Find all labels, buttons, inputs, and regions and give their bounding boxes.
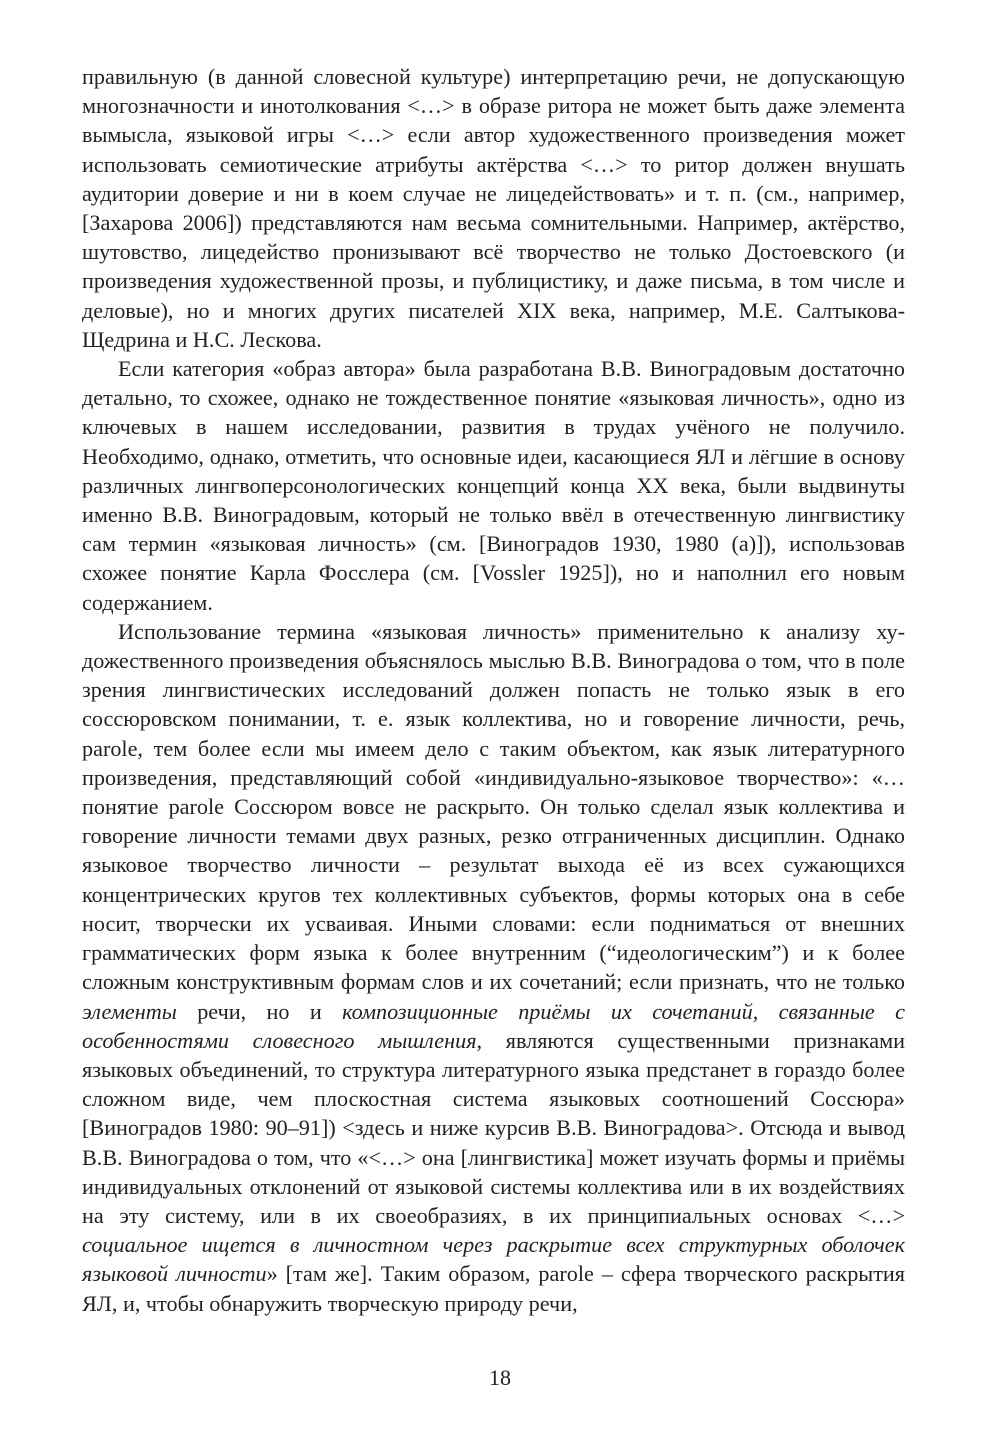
- italic-emphasis-compositional: композиционные приёмы их сочетаний, связанные с особенностями словесного мышления: [82, 998, 905, 1053]
- paragraph-3: [82, 617, 905, 1318]
- paragraph-3-text-1: Использование термина «языковая личность» применительно к анализу художественного произведения объяснялось мыслью В.В. Виноградова о том, что в поле зрения лингвистических исследований должен попасть не только язык в его соссюровском понимании, т. е. язык коллектива, но и говорение личности, речь, parole, тем более если мы имеем дело с таким объектом, как язык литературного произведения, представляющий собой «индивидуально-языковое творчество»: «…понятие parole Соссюром вовсе не раскрыто. Он только сделал язык коллектива и говорение личности темами двух разных, резко отграниченных дисциплин. Однако языковое творчество личности – результат выхода её из всех сужающихся концентрических кругов тех коллективных субъектов, формы которых она в себе носит, творчески их усваивая. Иными словами: если подниматься от внешних грамматических форм языка к более внутренним (“идеологическим”) и к более сложным конструктивным формам слов и их сочетаний; если признать, что не только: [82, 618, 905, 995]
- paragraph-3-text-2: речи, но и: [176, 998, 343, 1024]
- paragraph-3-text-3: , являются существенными признаками языковых объединений, то структура литературного языка предстанет в гораздо более сложном виде, чем плоскостная система языковых соотношений Соссюра» [Виноградов 1980: 90–91]) <здесь и ниже курсив В.В. Виноградова>. Отсюда и вывод В.В. Виноградова о том, что «<…> она [лингвистика] может изучать формы и приёмы индивидуальных отклонений от языковой системы коллектива или в их воздействиях на эту систему, или в их своеобразиях, в их принципиальных основах <…>: [82, 1027, 905, 1228]
- italic-emphasis-social: социальное ищется в личностном через раскрытие всех структурных оболочек языковой личности: [82, 1232, 905, 1287]
- page-body: [82, 62, 905, 1318]
- paragraph-3-text-4: » [там же]. Таким образом, parole – сфера творческого раскрытия ЯЛ, и, чтобы обнаружить творческую природу речи,: [82, 1261, 905, 1316]
- paragraph-1: правильную (в данной словесной культуре) интерпретацию речи, не допускающую многозначности и инотолкования <…> в образе ритора не может быть даже элемента вымысла, языковой игры <…> если автор художественного произведения может использовать семиотические атрибуты актёрства <…> то ритор должен внушать аудитории доверие и ни в коем случае не лицедействовать» и т. п. (см., например, [Захарова 2006]) представляются нам весьма сомнительными. Например, актёрство, шутовство, лицедейство пронизывают всё творчество не только Достоевского (и произведения художественной прозы, и публицистику, и даже письма, в том числе и деловые), но и многих других писателей XIX века, например, М.Е. Салтыкова-Щедрина и Н.С. Лескова.: [82, 64, 905, 352]
- italic-emphasis-elements: элементы: [82, 998, 177, 1024]
- page-number: 18: [489, 1365, 511, 1390]
- paragraph-2: Если категория «образ автора» была разработана В.В. Виноградовым достаточно детально, то схожее, однако не тождественное понятие «языковая личность», одно из ключевых в нашем исследовании, развития в трудах учёного не получило. Необходимо, однако, отметить, что основные идеи, касающиеся ЯЛ и лёгшие в основу различных лингвоперсонологических концепций конца XX века, были выдвинуты именно В.В. Виноградовым, который не только ввёл в отечественную лингвистику сам термин «языковая личность» (см. [Виноградов 1930, 1980 (а)]), использовав схожее понятие Карла Фосслера (см. [Vossler 1925]), но и наполнил его новым содержанием.: [82, 356, 905, 615]
